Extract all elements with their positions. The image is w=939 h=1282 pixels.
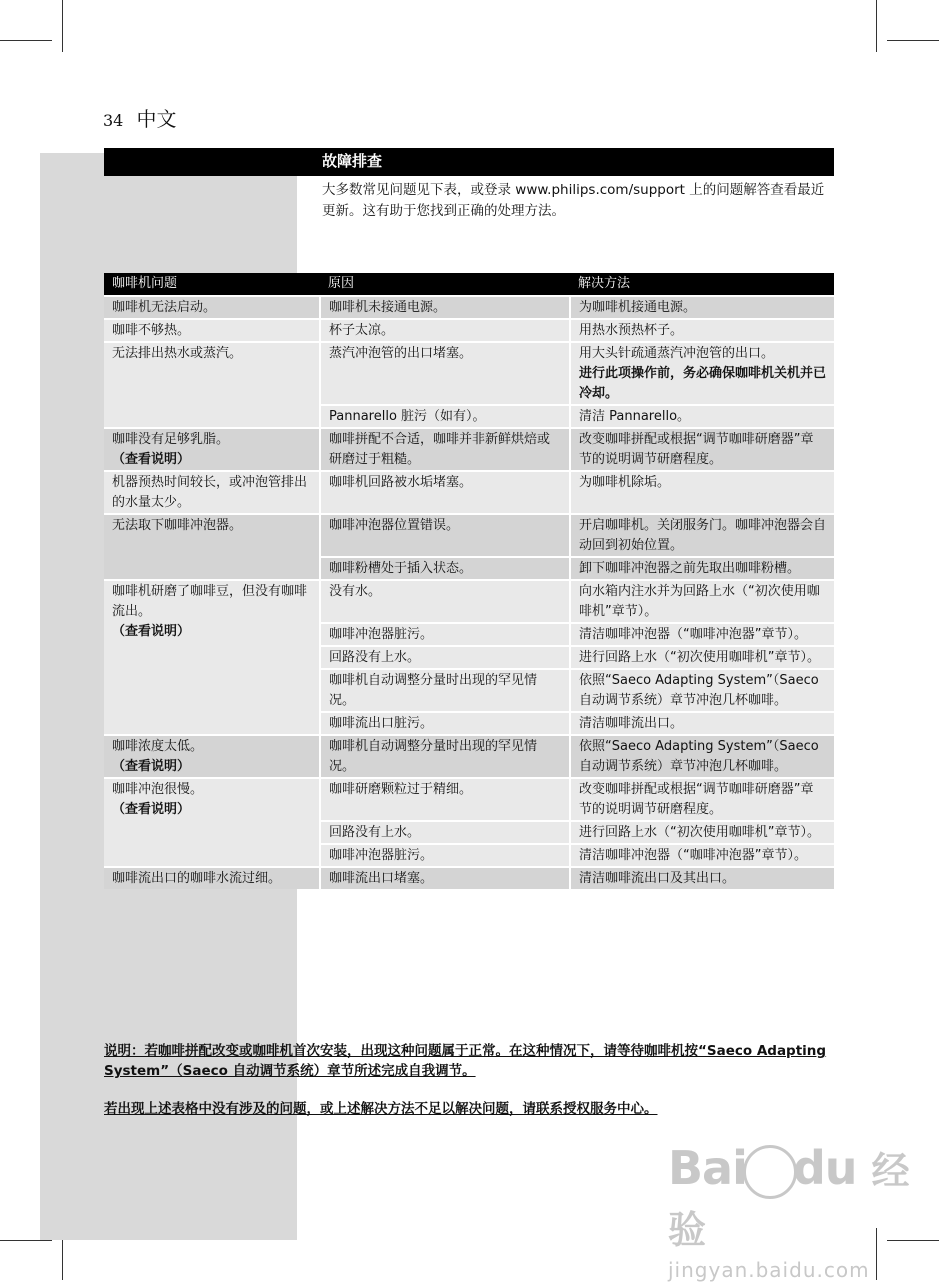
solution-cell	[570, 342, 834, 405]
problem-text: 咖啡机无法启动。	[112, 300, 217, 315]
cause-cell: 咖啡机回路被水垢堵塞。	[320, 471, 570, 514]
solution-cell	[570, 669, 834, 712]
problem-see-note: （查看说明）	[112, 452, 191, 467]
table-row	[104, 296, 834, 319]
problem-cell	[104, 580, 320, 735]
solution-cell	[570, 514, 834, 557]
cause-cell: 咖啡机自动调整分量时出现的罕见情况。	[320, 669, 570, 712]
note-service-center: 若出现上述表格中没有涉及的问题，或上述解决方法不足以解决问题，请联系授权服务中心。	[104, 1101, 658, 1117]
column-header-cause: 原因	[320, 273, 570, 296]
crop-mark	[62, 0, 63, 52]
table-row	[104, 580, 834, 623]
problem-text: 咖啡机研磨了咖啡豆，但没有咖啡流出。	[112, 584, 308, 619]
solution-cell	[570, 471, 834, 514]
crop-mark	[0, 40, 52, 41]
crop-mark	[887, 40, 939, 41]
solution-text: 依照“Saeco Adapting System”（Saeco 自动调节系统）章节冲泡几杯咖啡。	[579, 739, 819, 774]
cause-cell: 咖啡冲泡器脏污。	[320, 844, 570, 867]
problem-cell	[104, 778, 320, 867]
solution-text: 用热水预热杯子。	[579, 323, 684, 338]
paw-icon	[743, 1145, 797, 1199]
solution-cell	[570, 580, 834, 623]
cause-cell: 蒸汽冲泡管的出口堵塞。	[320, 342, 570, 405]
solution-cell	[570, 821, 834, 844]
problem-text: 咖啡不够热。	[112, 323, 191, 338]
crop-mark	[0, 1240, 52, 1241]
cause-cell: 回路没有上水。	[320, 646, 570, 669]
cause-cell: Pannarello 脏污（如有）。	[320, 405, 570, 428]
cause-cell: 回路没有上水。	[320, 821, 570, 844]
cause-cell: 咖啡机未接通电源。	[320, 296, 570, 319]
problem-text: 咖啡没有足够乳脂。	[112, 432, 230, 447]
solution-text: 开启咖啡机。关闭服务门。咖啡冲泡器会自动回到初始位置。	[579, 518, 827, 553]
table-row	[104, 319, 834, 342]
column-header-solution: 解决方法	[570, 273, 834, 296]
solution-text: 进行回路上水（“初次使用咖啡机”章节）。	[579, 825, 820, 840]
problem-cell	[104, 342, 320, 428]
solution-text: 为咖啡机除垢。	[579, 475, 671, 490]
table-row	[104, 735, 834, 778]
problem-see-note: （查看说明）	[112, 759, 191, 774]
problem-text: 咖啡浓度太低。	[112, 739, 204, 754]
cause-cell: 咖啡粉槽处于插入状态。	[320, 557, 570, 580]
solution-cell	[570, 844, 834, 867]
solution-text: 为咖啡机接通电源。	[579, 300, 697, 315]
solution-text: 清洁咖啡流出口。	[579, 716, 684, 731]
table-row	[104, 514, 834, 557]
problem-cell	[104, 471, 320, 514]
solution-text: 进行回路上水（“初次使用咖啡机”章节）。	[579, 650, 820, 665]
solution-cell	[570, 646, 834, 669]
baidu-watermark	[668, 1140, 939, 1282]
problem-cell	[104, 867, 320, 889]
solution-warning: 进行此项操作前，务必确保咖啡机关机并已冷却。	[579, 366, 827, 401]
cause-cell: 咖啡拼配不合适，咖啡并非新鲜烘焙或研磨过于粗糙。	[320, 428, 570, 471]
note-adapting: 说明：若咖啡拼配改变或咖啡机首次安装，出现这种问题属于正常。在这种情况下，请等待咖啡机按“Saeco Adapting System”（Saeco 自动调节系统）章节所述完成自我调节。	[104, 1043, 827, 1079]
solution-cell	[570, 778, 834, 821]
solution-cell	[570, 712, 834, 735]
cause-cell: 没有水。	[320, 580, 570, 623]
cause-cell: 咖啡机自动调整分量时出现的罕见情况。	[320, 735, 570, 778]
problem-cell	[104, 428, 320, 471]
watermark-logo-cn: 经验	[668, 1149, 909, 1252]
problem-cell	[104, 319, 320, 342]
solution-text: 清洁咖啡冲泡器（“咖啡冲泡器”章节）。	[579, 627, 807, 642]
section-title-bar	[104, 148, 834, 176]
solution-text: 清洁咖啡冲泡器（“咖啡冲泡器”章节）。	[579, 848, 807, 863]
problem-text: 无法取下咖啡冲泡器。	[112, 518, 243, 533]
watermark-logo-right: du	[792, 1141, 857, 1195]
cause-cell: 咖啡研磨颗粒过于精细。	[320, 778, 570, 821]
problem-cell	[104, 514, 320, 580]
page-number: 34	[103, 111, 124, 130]
table-row	[104, 428, 834, 471]
solution-text: 清洁咖啡流出口及其出口。	[579, 871, 736, 886]
problem-cell	[104, 296, 320, 319]
watermark-url: jingyan.baidu.com	[668, 1257, 870, 1282]
solution-cell	[570, 319, 834, 342]
cause-cell: 咖啡冲泡器位置错误。	[320, 514, 570, 557]
page-header	[103, 103, 176, 132]
table-row	[104, 867, 834, 889]
column-header-problem: 咖啡机问题	[104, 273, 320, 296]
section-intro: 大多数常见问题见下表，或登录 www.philips.com/support 上的问题解答查看最近更新。这有助于您找到正确的处理方法。	[322, 182, 825, 219]
solution-cell	[570, 428, 834, 471]
cause-cell: 咖啡冲泡器脏污。	[320, 623, 570, 646]
solution-cell	[570, 557, 834, 580]
cause-cell: 杯子太凉。	[320, 319, 570, 342]
problem-text: 无法排出热水或蒸汽。	[112, 346, 243, 361]
crop-mark	[876, 0, 877, 52]
solution-cell	[570, 405, 834, 428]
solution-text: 改变咖啡拼配或根据“调节咖啡研磨器”章节的说明调节研磨程度。	[579, 432, 814, 467]
solution-cell	[570, 735, 834, 778]
table-row	[104, 342, 834, 405]
cause-cell: 咖啡流出口脏污。	[320, 712, 570, 735]
problem-see-note: （查看说明）	[112, 802, 191, 817]
table-row	[104, 778, 834, 821]
table-header-row	[104, 273, 834, 296]
problem-see-note: （查看说明）	[112, 624, 191, 639]
problem-text: 咖啡流出口的咖啡水流过细。	[112, 871, 282, 886]
solution-text: 向水箱内注水并为回路上水（“初次使用咖啡机”章节）。	[579, 584, 820, 619]
watermark-logo-left: Bai	[668, 1141, 747, 1195]
page-language: 中文	[136, 107, 177, 131]
problem-text: 机器预热时间较长，或冲泡管排出的水量太少。	[112, 475, 308, 510]
problem-cell	[104, 735, 320, 778]
solution-cell	[570, 623, 834, 646]
cause-cell: 咖啡流出口堵塞。	[320, 867, 570, 889]
troubleshooting-table	[104, 273, 834, 889]
problem-text: 咖啡冲泡很慢。	[112, 782, 204, 797]
solution-text: 清洁 Pannarello。	[579, 409, 691, 424]
solution-text: 依照“Saeco Adapting System”（Saeco 自动调节系统）章节冲泡几杯咖啡。	[579, 673, 819, 708]
table-row	[104, 471, 834, 514]
solution-cell	[570, 867, 834, 889]
solution-cell	[570, 296, 834, 319]
solution-text: 改变咖啡拼配或根据“调节咖啡研磨器”章节的说明调节研磨程度。	[579, 782, 814, 817]
solution-text: 卸下咖啡冲泡器之前先取出咖啡粉槽。	[579, 561, 801, 576]
section-title: 故障排查	[322, 152, 383, 170]
solution-text: 用大头针疏通蒸汽冲泡管的出口。	[579, 346, 775, 361]
